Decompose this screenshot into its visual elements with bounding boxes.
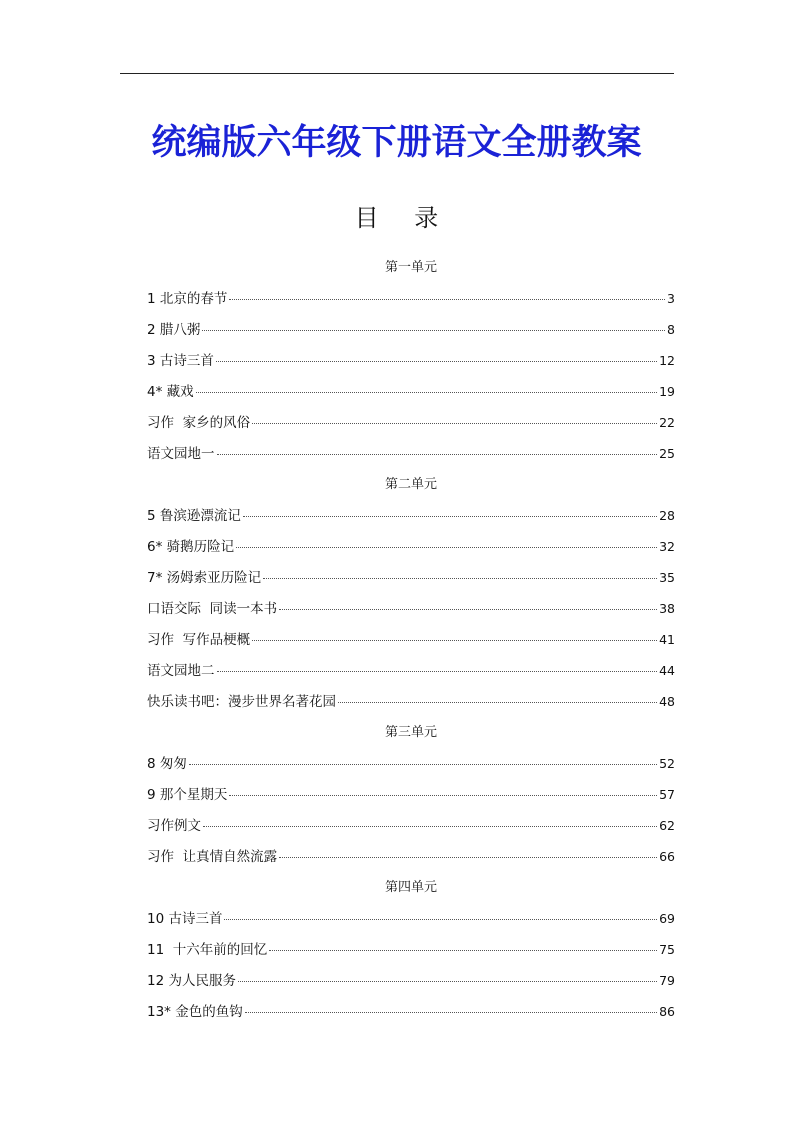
toc-entry-page: 62 [659, 818, 675, 833]
toc-entry-label: 语文园地一 [147, 446, 215, 462]
toc-entry-page: 75 [659, 942, 675, 957]
dot-leader [229, 794, 657, 796]
toc-entry[interactable] [147, 655, 675, 686]
header-rule [120, 73, 674, 74]
toc-entry-page: 66 [659, 849, 675, 864]
dot-leader [202, 329, 665, 331]
toc-entry-page: 32 [659, 539, 675, 554]
unit-heading: 第三单元 [384, 725, 437, 740]
dot-leader [216, 360, 657, 362]
dot-leader [243, 515, 657, 517]
toc-entry[interactable] [147, 593, 675, 624]
toc-entry-label: 快乐读书吧：漫步世界名著花园 [147, 694, 336, 710]
toc-entry[interactable] [147, 438, 675, 469]
toc-entry-label: 9 那个星期天 [147, 787, 228, 803]
toc-entry[interactable] [147, 376, 675, 407]
dot-leader [252, 422, 657, 424]
dot-leader [245, 1011, 657, 1013]
toc-entry-label: 2 腊八粥 [147, 322, 201, 338]
toc-entry-label: 13* 金色的鱼钩 [147, 1004, 243, 1020]
toc-entry-label: 习作 让真情自然流露 [147, 849, 278, 865]
toc-entry-page: 28 [659, 508, 675, 523]
toc-entry-page: 57 [659, 787, 675, 802]
toc-entry[interactable] [147, 407, 675, 438]
document-title: 统编版六年级下册语文全册教案 [151, 123, 642, 163]
dot-leader [217, 453, 658, 455]
toc-entry[interactable] [147, 624, 675, 655]
toc-entry[interactable] [147, 934, 675, 965]
unit-heading: 第二单元 [384, 477, 437, 492]
toc-entry-page: 3 [667, 291, 675, 306]
toc-entry[interactable] [147, 500, 675, 531]
dot-leader [229, 298, 665, 300]
dot-leader [269, 949, 657, 951]
toc-entry[interactable] [147, 345, 675, 376]
toc-entry-label: 10 古诗三首 [147, 911, 223, 927]
toc-entry-page: 48 [659, 694, 675, 709]
toc-entry-page: 12 [659, 353, 675, 368]
toc-entry-page: 19 [659, 384, 675, 399]
toc-entry[interactable] [147, 965, 675, 996]
unit-heading: 第四单元 [384, 880, 437, 895]
toc-entry-label: 12 为人民服务 [147, 973, 236, 989]
toc-entry[interactable] [147, 903, 675, 934]
toc-entry[interactable] [147, 996, 675, 1027]
toc-entry[interactable] [147, 686, 675, 717]
toc-entry-label: 6* 骑鹅历险记 [147, 539, 235, 555]
toc-entry-page: 44 [659, 663, 675, 678]
toc-entry-label: 习作 家乡的风俗 [147, 415, 251, 431]
toc-entry-page: 86 [659, 1004, 675, 1019]
dot-leader [338, 701, 657, 703]
toc-entry[interactable] [147, 748, 675, 779]
toc-entry[interactable] [147, 562, 675, 593]
dot-leader [238, 980, 657, 982]
unit-heading: 第一单元 [384, 260, 437, 275]
dot-leader [224, 918, 657, 920]
toc-entry-label: 5 鲁滨逊漂流记 [147, 508, 241, 524]
toc-entry-page: 25 [659, 446, 675, 461]
dot-leader [189, 763, 657, 765]
toc-entry-page: 41 [659, 632, 675, 647]
toc-entry-label: 1 北京的春节 [147, 291, 228, 307]
toc-entry[interactable] [147, 283, 675, 314]
toc-entry-label: 习作例文 [147, 818, 201, 834]
toc-heading: 目 录 [354, 204, 453, 232]
toc-entry-label: 习作 写作品梗概 [147, 632, 251, 648]
toc-entry-page: 69 [659, 911, 675, 926]
dot-leader [236, 546, 657, 548]
toc-entry-page: 52 [659, 756, 675, 771]
toc-entry[interactable] [147, 531, 675, 562]
dot-leader [203, 825, 657, 827]
dot-leader [252, 639, 657, 641]
toc-entry-label: 3 古诗三首 [147, 353, 214, 369]
toc-entry-label: 8 匆匆 [147, 756, 187, 772]
toc-entry[interactable] [147, 314, 675, 345]
toc-entry-page: 22 [659, 415, 675, 430]
toc-entry-page: 38 [659, 601, 675, 616]
dot-leader [279, 608, 657, 610]
toc-entry[interactable] [147, 841, 675, 872]
toc-entry-page: 35 [659, 570, 675, 585]
toc-entry-label: 7* 汤姆索亚历险记 [147, 570, 262, 586]
dot-leader [217, 670, 658, 672]
toc-entry-label: 口语交际 同读一本书 [147, 601, 278, 617]
dot-leader [196, 391, 657, 393]
table-of-contents [147, 252, 675, 1027]
toc-entry-label: 11 十六年前的回忆 [147, 942, 268, 958]
dot-leader [279, 856, 657, 858]
dot-leader [263, 577, 657, 579]
toc-entry[interactable] [147, 779, 675, 810]
toc-entry-label: 语文园地二 [147, 663, 215, 679]
toc-entry-page: 8 [667, 322, 675, 337]
toc-entry-label: 4* 藏戏 [147, 384, 194, 400]
toc-entry-page: 79 [659, 973, 675, 988]
toc-entry[interactable] [147, 810, 675, 841]
